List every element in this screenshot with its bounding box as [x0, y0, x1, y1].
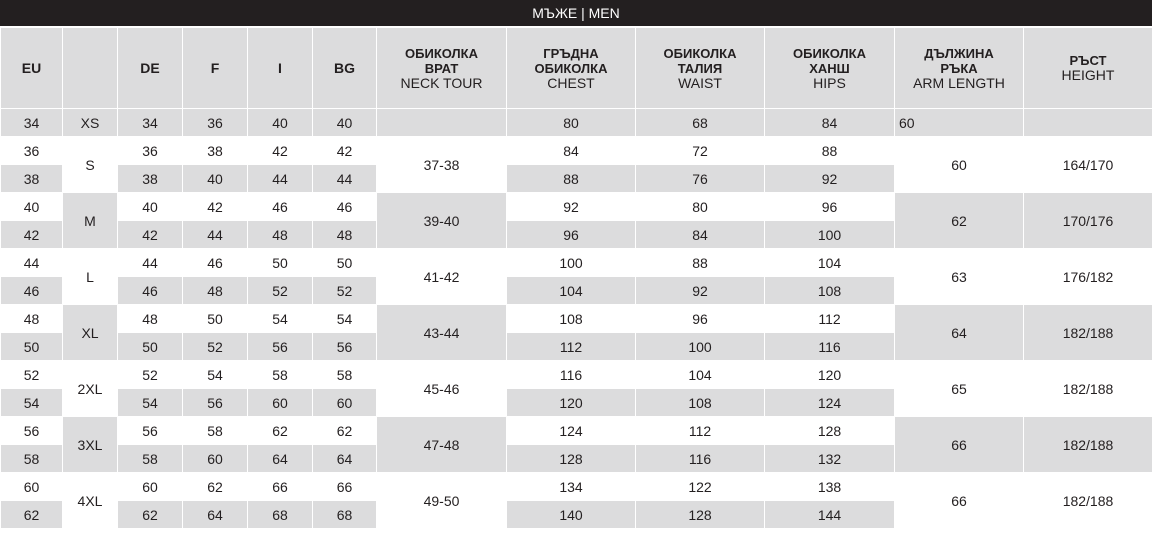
- cell-size: 2XL: [63, 361, 118, 417]
- cell-f: 64: [183, 501, 248, 529]
- cell-chest: 120: [507, 389, 636, 417]
- cell-chest: 104: [507, 277, 636, 305]
- header-hips: [765, 28, 895, 109]
- header-neck: [377, 28, 507, 109]
- cell-f: 54: [183, 361, 248, 389]
- cell-bg: 54: [313, 305, 377, 333]
- cell-f: 60: [183, 445, 248, 473]
- cell-neck: 45-46: [377, 361, 507, 417]
- cell-height: 182/188: [1024, 417, 1152, 473]
- cell-de: 34: [118, 109, 183, 137]
- header-size: [63, 28, 118, 109]
- cell-arm: 66: [895, 473, 1024, 529]
- cell-waist: 122: [636, 473, 765, 501]
- header-chest-bg-1: ГРЪДНА: [543, 45, 599, 61]
- cell-hips: 132: [765, 445, 895, 473]
- cell-neck: [377, 109, 507, 137]
- cell-eu: 52: [1, 361, 63, 389]
- cell-hips: 96: [765, 193, 895, 221]
- cell-i: 50: [248, 249, 313, 277]
- table-row: [1, 305, 1152, 333]
- cell-waist: 96: [636, 305, 765, 333]
- cell-chest: 92: [507, 193, 636, 221]
- header-de: DE: [118, 28, 183, 109]
- cell-chest: 80: [507, 109, 636, 137]
- cell-bg: 50: [313, 249, 377, 277]
- cell-waist: 104: [636, 361, 765, 389]
- cell-waist: 116: [636, 445, 765, 473]
- cell-f: 36: [183, 109, 248, 137]
- cell-eu: 48: [1, 305, 63, 333]
- cell-height: 182/188: [1024, 473, 1152, 529]
- cell-i: 58: [248, 361, 313, 389]
- cell-bg: 52: [313, 277, 377, 305]
- cell-bg: 40: [313, 109, 377, 137]
- header-arm-en: ARM LENGTH: [913, 74, 1005, 91]
- cell-i: 68: [248, 501, 313, 529]
- cell-i: 66: [248, 473, 313, 501]
- header-i: I: [248, 28, 313, 109]
- cell-size: S: [63, 137, 118, 193]
- cell-hips: 124: [765, 389, 895, 417]
- cell-de: 36: [118, 137, 183, 165]
- cell-i: 56: [248, 333, 313, 361]
- cell-arm: 65: [895, 361, 1024, 417]
- cell-waist: 100: [636, 333, 765, 361]
- cell-de: 42: [118, 221, 183, 249]
- cell-arm: 66: [895, 417, 1024, 473]
- cell-hips: 84: [765, 109, 895, 137]
- cell-eu: 46: [1, 277, 63, 305]
- cell-height: 164/170: [1024, 137, 1152, 193]
- cell-hips: 108: [765, 277, 895, 305]
- table-title: МЪЖЕ | MEN: [0, 0, 1152, 26]
- header-neck-bg-2: ВРАТ: [424, 60, 459, 76]
- cell-chest: 112: [507, 333, 636, 361]
- cell-hips: 112: [765, 305, 895, 333]
- cell-size: XS: [63, 109, 118, 137]
- cell-neck: 47-48: [377, 417, 507, 473]
- cell-hips: 144: [765, 501, 895, 529]
- cell-size: 4XL: [63, 473, 118, 529]
- cell-chest: 134: [507, 473, 636, 501]
- header-chest-bg-2: ОБИКОЛКА: [534, 60, 608, 76]
- cell-de: 50: [118, 333, 183, 361]
- cell-hips: 138: [765, 473, 895, 501]
- header-eu: EU: [1, 28, 63, 109]
- cell-de: 56: [118, 417, 183, 445]
- cell-hips: 128: [765, 417, 895, 445]
- cell-i: 54: [248, 305, 313, 333]
- cell-size: 3XL: [63, 417, 118, 473]
- table-row: [1, 249, 1152, 277]
- cell-f: 56: [183, 389, 248, 417]
- cell-waist: 68: [636, 109, 765, 137]
- cell-arm: 60: [895, 137, 1024, 193]
- cell-i: 46: [248, 193, 313, 221]
- cell-eu: 60: [1, 473, 63, 501]
- cell-waist: 128: [636, 501, 765, 529]
- cell-de: 62: [118, 501, 183, 529]
- header-waist-en: WAIST: [678, 74, 722, 91]
- cell-chest: 88: [507, 165, 636, 193]
- cell-arm: 60: [895, 109, 1024, 137]
- cell-f: 50: [183, 305, 248, 333]
- cell-chest: 108: [507, 305, 636, 333]
- cell-f: 48: [183, 277, 248, 305]
- table-row: [1, 417, 1152, 445]
- table-row: [1, 109, 1152, 137]
- header-arm: [895, 28, 1024, 109]
- cell-size: M: [63, 193, 118, 249]
- cell-bg: 42: [313, 137, 377, 165]
- cell-neck: 37-38: [377, 137, 507, 193]
- cell-chest: 140: [507, 501, 636, 529]
- cell-i: 64: [248, 445, 313, 473]
- cell-f: 58: [183, 417, 248, 445]
- cell-bg: 60: [313, 389, 377, 417]
- cell-height: [1024, 109, 1152, 137]
- cell-eu: 62: [1, 501, 63, 529]
- cell-i: 40: [248, 109, 313, 137]
- cell-arm: 62: [895, 193, 1024, 249]
- cell-hips: 116: [765, 333, 895, 361]
- cell-waist: 108: [636, 389, 765, 417]
- table-row: [1, 193, 1152, 221]
- header-arm-bg-2: РЪКА: [940, 60, 978, 76]
- cell-hips: 88: [765, 137, 895, 165]
- cell-de: 46: [118, 277, 183, 305]
- header-f: F: [183, 28, 248, 109]
- cell-waist: 88: [636, 249, 765, 277]
- cell-size: XL: [63, 305, 118, 361]
- cell-i: 42: [248, 137, 313, 165]
- cell-eu: 42: [1, 221, 63, 249]
- header-height: [1024, 28, 1152, 109]
- cell-f: 44: [183, 221, 248, 249]
- header-waist-bg-1: ОБИКОЛКА: [663, 45, 737, 61]
- cell-bg: 62: [313, 417, 377, 445]
- header-height-en: HEIGHT: [1061, 67, 1115, 83]
- cell-chest: 116: [507, 361, 636, 389]
- cell-f: 62: [183, 473, 248, 501]
- size-table: [0, 27, 1152, 529]
- cell-arm: 63: [895, 249, 1024, 305]
- cell-chest: 100: [507, 249, 636, 277]
- cell-eu: 34: [1, 109, 63, 137]
- cell-neck: 39-40: [377, 193, 507, 249]
- cell-height: 182/188: [1024, 305, 1152, 361]
- cell-eu: 36: [1, 137, 63, 165]
- cell-height: 182/188: [1024, 361, 1152, 417]
- header-height-bg: РЪСТ: [1069, 53, 1107, 68]
- cell-de: 58: [118, 445, 183, 473]
- cell-waist: 80: [636, 193, 765, 221]
- cell-bg: 58: [313, 361, 377, 389]
- cell-chest: 84: [507, 137, 636, 165]
- cell-i: 62: [248, 417, 313, 445]
- cell-arm: 64: [895, 305, 1024, 361]
- cell-eu: 50: [1, 333, 63, 361]
- cell-chest: 96: [507, 221, 636, 249]
- cell-de: 44: [118, 249, 183, 277]
- cell-bg: 46: [313, 193, 377, 221]
- header-hips-en: HIPS: [813, 74, 846, 91]
- cell-hips: 104: [765, 249, 895, 277]
- cell-i: 48: [248, 221, 313, 249]
- cell-height: 170/176: [1024, 193, 1152, 249]
- cell-hips: 92: [765, 165, 895, 193]
- cell-f: 42: [183, 193, 248, 221]
- cell-de: 54: [118, 389, 183, 417]
- cell-de: 48: [118, 305, 183, 333]
- cell-eu: 44: [1, 249, 63, 277]
- cell-bg: 44: [313, 165, 377, 193]
- header-neck-bg-1: ОБИКОЛКА: [405, 45, 478, 61]
- cell-bg: 56: [313, 333, 377, 361]
- cell-de: 40: [118, 193, 183, 221]
- cell-neck: 43-44: [377, 305, 507, 361]
- header-waist-bg-2: ТАЛИЯ: [677, 60, 723, 76]
- cell-f: 52: [183, 333, 248, 361]
- cell-hips: 120: [765, 361, 895, 389]
- cell-hips: 100: [765, 221, 895, 249]
- header-neck-en: NECK TOUR: [400, 74, 483, 91]
- cell-i: 60: [248, 389, 313, 417]
- cell-f: 38: [183, 137, 248, 165]
- header-bg: BG: [313, 28, 377, 109]
- cell-waist: 72: [636, 137, 765, 165]
- table-row: [1, 473, 1152, 501]
- cell-bg: 64: [313, 445, 377, 473]
- cell-f: 46: [183, 249, 248, 277]
- cell-waist: 84: [636, 221, 765, 249]
- cell-de: 38: [118, 165, 183, 193]
- cell-chest: 128: [507, 445, 636, 473]
- header-waist: [636, 28, 765, 109]
- cell-neck: 41-42: [377, 249, 507, 305]
- cell-waist: 76: [636, 165, 765, 193]
- cell-height: 176/182: [1024, 249, 1152, 305]
- cell-eu: 58: [1, 445, 63, 473]
- cell-eu: 40: [1, 193, 63, 221]
- header-chest: [507, 28, 636, 109]
- cell-de: 60: [118, 473, 183, 501]
- header-hips-bg-2: ХАНШ: [809, 60, 850, 76]
- header-chest-en: CHEST: [547, 74, 595, 91]
- cell-eu: 56: [1, 417, 63, 445]
- cell-chest: 124: [507, 417, 636, 445]
- cell-bg: 66: [313, 473, 377, 501]
- cell-waist: 92: [636, 277, 765, 305]
- table-row: [1, 137, 1152, 165]
- cell-i: 44: [248, 165, 313, 193]
- header-hips-bg-1: ОБИКОЛКА: [793, 45, 866, 61]
- cell-waist: 112: [636, 417, 765, 445]
- cell-eu: 38: [1, 165, 63, 193]
- table-body: [1, 109, 1152, 529]
- header-arm-bg-1: ДЪЛЖИНА: [924, 45, 994, 61]
- cell-eu: 54: [1, 389, 63, 417]
- cell-bg: 48: [313, 221, 377, 249]
- cell-i: 52: [248, 277, 313, 305]
- cell-size: L: [63, 249, 118, 305]
- cell-bg: 68: [313, 501, 377, 529]
- table-row: [1, 361, 1152, 389]
- cell-f: 40: [183, 165, 248, 193]
- header-row: [1, 28, 1152, 109]
- cell-de: 52: [118, 361, 183, 389]
- cell-neck: 49-50: [377, 473, 507, 529]
